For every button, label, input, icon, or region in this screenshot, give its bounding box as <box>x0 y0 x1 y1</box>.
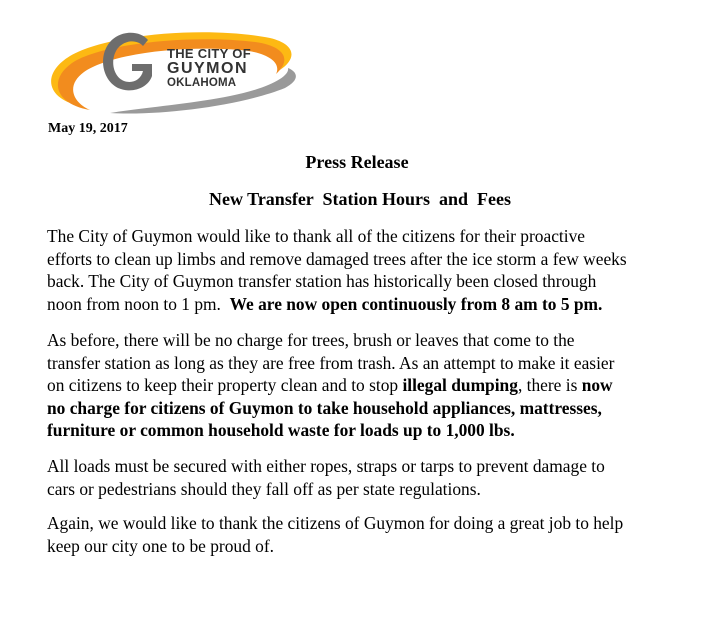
release-date: May 19, 2017 <box>48 121 128 136</box>
paragraph-line: Again, we would like to thank the citizens of Guymon for doing a great job to help <box>47 513 624 533</box>
logo-line-1: THE CITY OF <box>167 46 251 61</box>
paragraph-line: keep our city one to be proud of. <box>47 535 274 556</box>
logo-wordmark <box>167 47 251 90</box>
bold-text-run: furniture or common household waste for loads up to 1,000 lbs. <box>47 420 515 440</box>
text-run: , there is <box>517 375 582 395</box>
bold-text-run: We are now open continuously from 8 am to 5 pm. <box>229 293 603 314</box>
paragraph-line: efforts to clean up limbs and remove damaged trees after the ice storm a few weeks <box>47 248 627 269</box>
city-logo <box>40 18 302 118</box>
logo-g-letter <box>103 33 152 91</box>
logo-line-2: GUYMON <box>167 60 248 77</box>
bold-text-run: no charge for citizens of Guymon to take household appliances, mattresses, <box>47 397 602 418</box>
paragraph-line: back. The City of Guymon transfer station has historically been closed through <box>47 271 597 291</box>
paragraph-line <box>47 419 687 442</box>
paragraph-line <box>47 293 687 316</box>
paragraph-line <box>47 397 687 420</box>
paragraph-line: cars or pedestrians should they fall off as per state regulations. <box>47 478 481 499</box>
paragraph-line: The City of Guymon would like to thank all of the citizens for their proactive <box>47 226 586 246</box>
text-run: on citizens to keep their property clean and to stop <box>47 375 403 395</box>
press-release-subheading: New Transfer Station Hours and Fees <box>208 189 511 209</box>
paragraph-line <box>47 374 687 397</box>
paragraph-charges <box>47 329 687 442</box>
text-run: noon from noon to 1 pm. <box>47 293 230 314</box>
logo-line-3: OKLAHOMA <box>167 77 237 89</box>
bold-text-run: illegal dumping <box>402 375 518 395</box>
paragraph-thanks <box>47 512 687 557</box>
paragraph-line: As before, there will be no charge for trees, brush or leaves that come to the <box>47 330 575 350</box>
paragraph-line: All loads must be secured with either ropes, straps or tarps to prevent damage to <box>47 456 605 476</box>
bold-text-run: now <box>581 375 613 395</box>
paragraph-loads <box>47 455 687 500</box>
paragraph-hours <box>47 225 687 315</box>
paragraph-line: transfer station as long as they are free from trash. As an attempt to make it easier <box>47 352 615 373</box>
press-release-heading: Press Release <box>305 152 409 172</box>
